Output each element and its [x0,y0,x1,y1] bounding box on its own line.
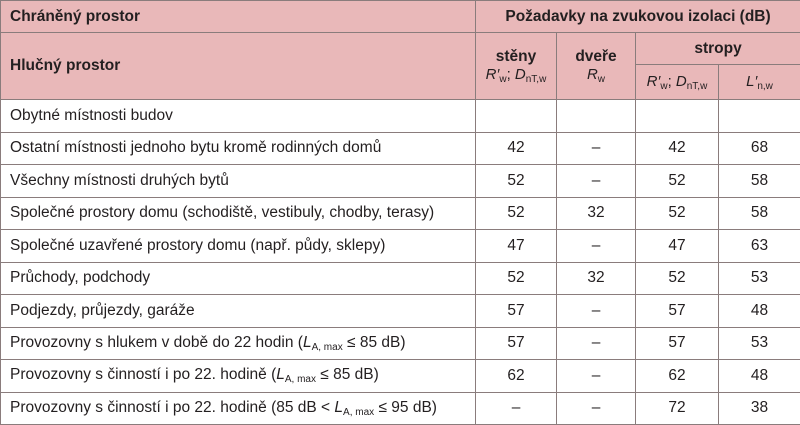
row-label-sub: A, max [285,374,316,385]
walls-value: 52 [476,197,557,230]
row-label: Ostatní místnosti jednoho bytu kromě rodinných domů [1,132,476,165]
ceiling-symbol-r: R′ [647,73,661,90]
row-label-sub: A, max [343,407,374,418]
ceiling-l-value: 63 [719,230,800,263]
row-label [1,327,476,360]
row-label: Společné uzavřené prostory domu (např. půdy, sklepy) [1,230,476,263]
ceiling-l-value: 53 [719,327,800,360]
ceiling-r-value: 52 [636,197,719,230]
row-label-sym: L [276,366,285,383]
ceiling-l-value: 58 [719,165,800,198]
walls-symbol [476,66,556,85]
ceiling-r-value: 52 [636,165,719,198]
ceiling-symbol-d: D [676,73,687,90]
row-label [1,392,476,425]
ceiling-r-value: 57 [636,295,719,328]
ceiling-symbol-r-sub: w [660,81,667,92]
walls-symbol-sep: ; [507,66,515,83]
requirements-header: Požadavky na zvukovou izolaci (dB) [476,1,800,33]
row-label: Všechny místnosti druhých bytů [1,165,476,198]
doors-value [557,100,636,133]
doors-symbol [557,66,635,85]
ceiling-r-value: 47 [636,230,719,263]
ceiling-r-value: 72 [636,392,719,425]
ceiling-r-value: 62 [636,360,719,393]
walls-value: 52 [476,165,557,198]
ceiling-l-value: 38 [719,392,800,425]
row-label-sub: A, max [312,342,343,353]
walls-value [476,100,557,133]
table-row [1,230,800,263]
protected-space-header: Chráněný prostor [1,1,476,33]
row-label-post: ≤ 85 dB) [316,366,379,383]
ceiling-l-symbol [719,65,800,100]
ceiling-l-value: 58 [719,197,800,230]
ceiling-r-symbol [636,65,719,100]
header-row-2 [1,33,800,65]
row-label-post: ≤ 85 dB) [343,334,406,351]
doors-value: – [557,327,636,360]
ceiling-l-value [719,100,800,133]
walls-header [476,33,557,100]
header-row-1 [1,1,800,33]
table-row [1,327,800,360]
row-label-sym: L [303,334,312,351]
walls-value: 57 [476,327,557,360]
ceiling-symbol-sep: ; [668,73,676,90]
table-row [1,262,800,295]
ceiling-symbol-l-sub: n,w [757,81,773,92]
table-row [1,100,800,133]
noisy-space-header: Hlučný prostor [1,33,476,100]
ceiling-l-value: 48 [719,295,800,328]
walls-value: 62 [476,360,557,393]
row-label-pre: Provozovny s činností i po 22. hodině ( [10,366,276,383]
doors-value: 32 [557,262,636,295]
doors-symbol-r: R [587,66,598,83]
walls-value: 42 [476,132,557,165]
walls-symbol-d: D [515,66,526,83]
table-row [1,165,800,198]
walls-value: – [476,392,557,425]
row-label-pre: Provozovny s činností i po 22. hodině (85 dB < [10,399,334,416]
row-label [1,360,476,393]
walls-value: 52 [476,262,557,295]
table-body [1,100,800,425]
table-row [1,132,800,165]
ceiling-r-value: 42 [636,132,719,165]
doors-value: – [557,392,636,425]
table-row [1,392,800,425]
row-label: Obytné místnosti budov [1,100,476,133]
table-row [1,295,800,328]
table-row [1,360,800,393]
row-label-pre: Provozovny s hlukem v době do 22 hodin ( [10,334,303,351]
doors-value: – [557,360,636,393]
doors-header [557,33,636,100]
ceiling-symbol-l: L′ [746,73,757,90]
walls-value: 57 [476,295,557,328]
ceiling-l-value: 48 [719,360,800,393]
ceiling-r-value [636,100,719,133]
walls-value: 47 [476,230,557,263]
doors-value: – [557,295,636,328]
row-label-sym: L [334,399,343,416]
doors-value: 32 [557,197,636,230]
ceiling-l-value: 53 [719,262,800,295]
walls-label: stěny [476,48,556,66]
row-label-post: ≤ 95 dB) [374,399,437,416]
doors-value: – [557,165,636,198]
walls-symbol-r-sub: w [499,74,506,85]
row-label: Podjezdy, průjezdy, garáže [1,295,476,328]
walls-symbol-r: R′ [486,66,500,83]
doors-value: – [557,230,636,263]
row-label: Společné prostory domu (schodiště, vestibuly, chodby, terasy) [1,197,476,230]
ceiling-l-value: 68 [719,132,800,165]
ceiling-symbol-d-sub: nT,w [687,81,708,92]
ceilings-header: stropy [636,33,800,65]
table-row [1,197,800,230]
ceiling-r-value: 57 [636,327,719,360]
row-label: Průchody, podchody [1,262,476,295]
doors-value: – [557,132,636,165]
ceiling-r-value: 52 [636,262,719,295]
doors-label: dveře [557,48,635,66]
walls-symbol-d-sub: nT,w [526,74,547,85]
doors-symbol-r-sub: w [598,74,605,85]
